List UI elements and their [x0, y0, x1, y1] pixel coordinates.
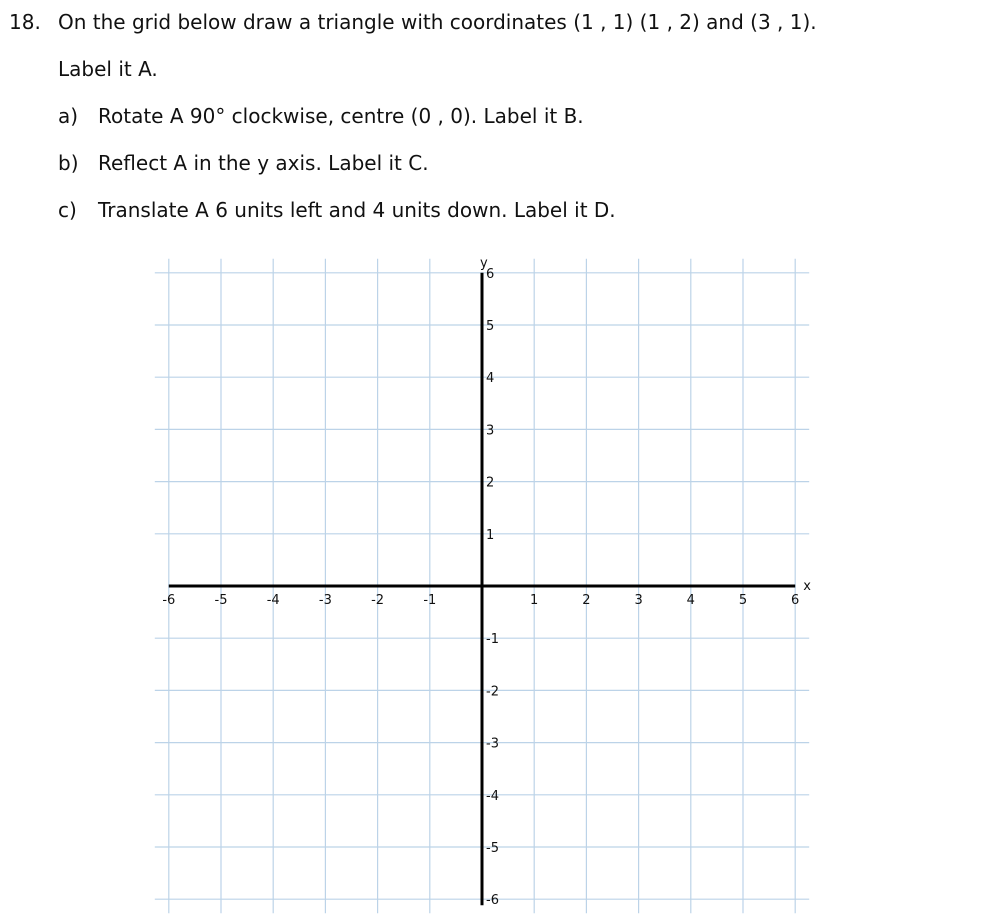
x-tick-label: -5 — [214, 593, 228, 608]
x-tick-label: -1 — [423, 593, 437, 608]
part-b-text: Reflect A in the y axis. Label it C. — [98, 151, 429, 175]
y-tick-label: -5 — [486, 841, 499, 856]
y-tick-label: 1 — [486, 527, 495, 543]
y-tick-label: -2 — [486, 684, 499, 700]
x-tick-label: 2 — [582, 593, 591, 608]
y-tick-label: 3 — [486, 423, 495, 439]
y-tick-label: -4 — [486, 788, 499, 804]
y-tick-label: -6 — [486, 893, 499, 909]
part-c-text: Translate A 6 units left and 4 units down. Label it D. — [98, 198, 616, 222]
x-tick-label: 6 — [791, 593, 800, 608]
question-label-instruction: Label it A. — [58, 57, 158, 81]
y-axis-label: y — [480, 255, 488, 271]
x-tick-label: 5 — [738, 593, 748, 608]
y-tick-label: 5 — [486, 319, 495, 334]
x-tick-label: 1 — [530, 593, 539, 608]
x-tick-label: -3 — [318, 593, 332, 608]
y-tick-label: 6 — [486, 266, 495, 282]
y-tick-label: -1 — [486, 632, 499, 648]
part-a-letter: a) — [58, 104, 79, 128]
y-tick-label: -3 — [486, 736, 499, 752]
x-tick-label: -2 — [371, 593, 385, 608]
x-tick-label: 3 — [634, 593, 643, 608]
axes — [169, 256, 811, 905]
y-tick-label: 4 — [486, 371, 495, 387]
question-number: 18. — [9, 10, 41, 34]
part-a-text: Rotate A 90° clockwise, centre (0 , 0). Label it B. — [98, 104, 584, 128]
x-axis-label: x — [803, 579, 811, 594]
part-b-letter: b) — [58, 151, 79, 175]
question-instruction: On the grid below draw a triangle with coordinates (1 , 1) (1 , 2) and (3 , 1). — [58, 10, 817, 34]
x-tick-label: -4 — [266, 593, 280, 608]
x-tick-label: -6 — [162, 593, 176, 608]
part-c-letter: c) — [58, 198, 77, 222]
x-tick-label: 4 — [686, 593, 695, 608]
y-tick-label: 2 — [486, 475, 495, 491]
